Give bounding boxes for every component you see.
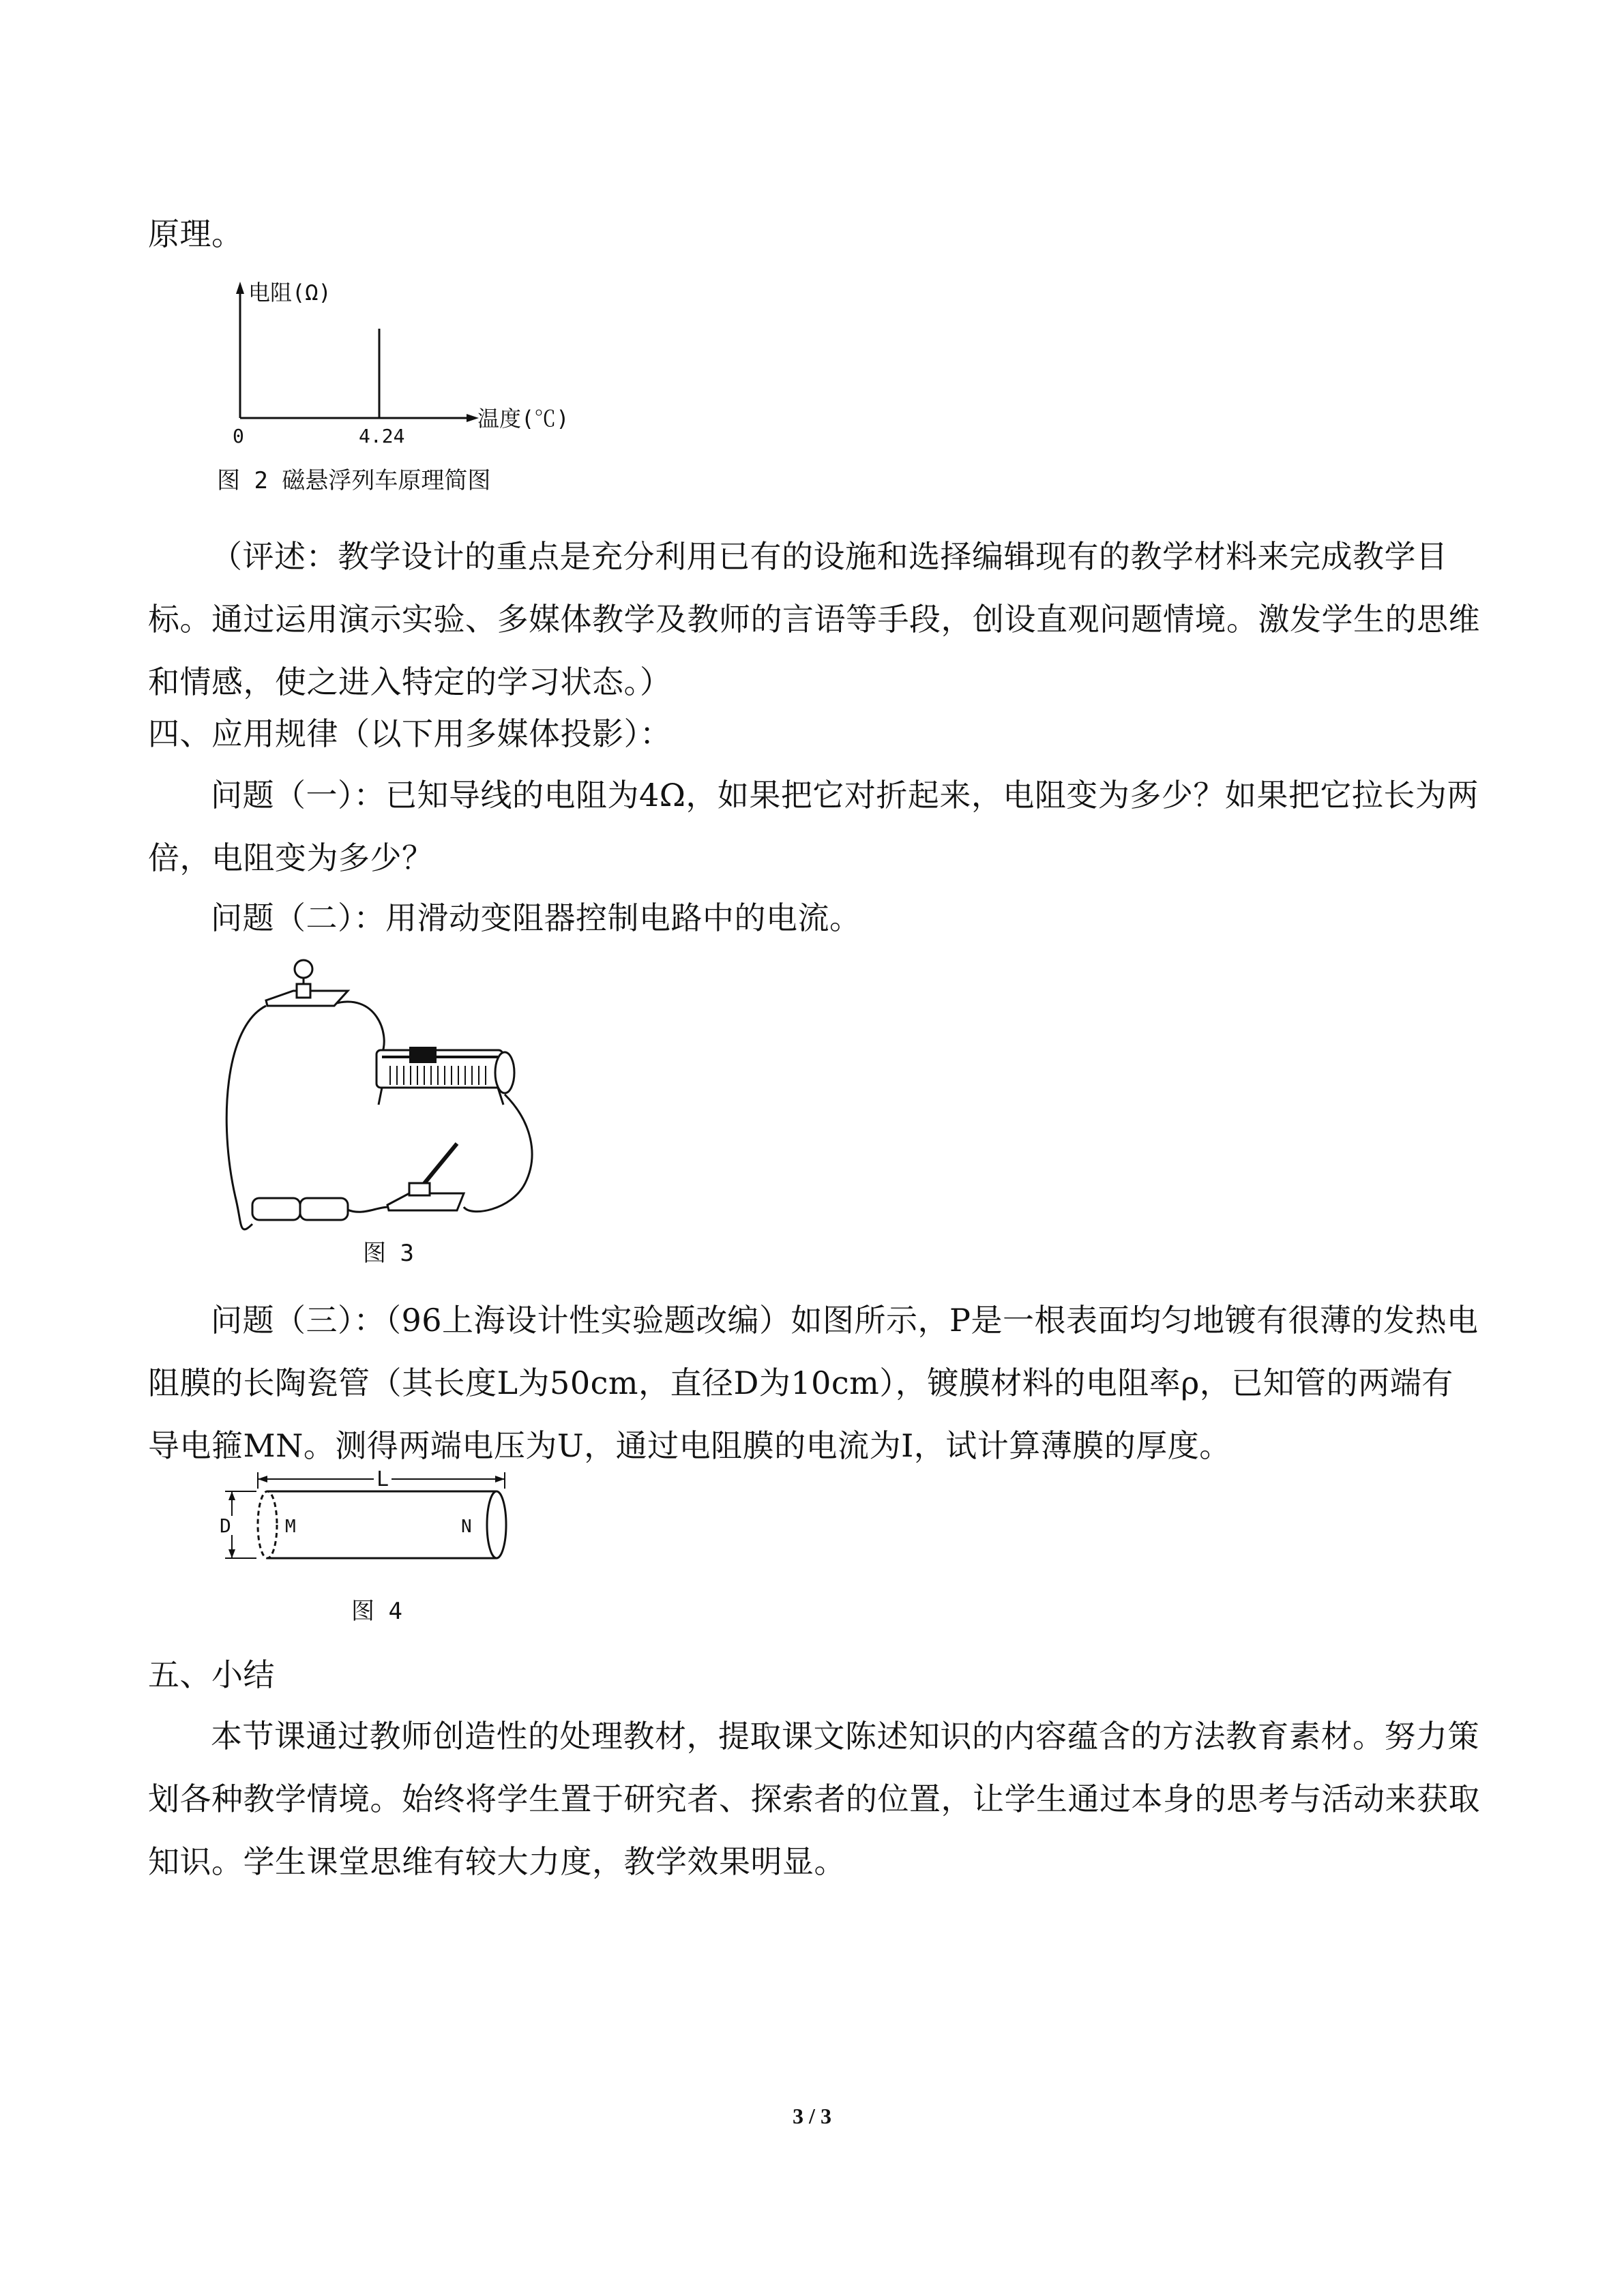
length-arrow-right [495,1476,505,1482]
comment-paragraph: （评述：教学设计的重点是充分利用已有的设施和选择编辑现有的教学材料来完成教学目标。通过运用演示实验、多媒体教学及教师的言语等手段，创设直观问题情境。激发学生的思维和情感，使之进入特定的学习状态。） [148,538,1480,700]
tick-label: 4.24 [359,425,405,447]
battery-cell-1 [252,1198,300,1220]
length-arrow-left [258,1476,267,1482]
terminal-n-label: N [461,1517,472,1537]
wire-bottom [344,1207,389,1212]
summary-paragraph: 本节课通过教师创造性的处理教材，提取课文陈述知识的内容蕴含的方法教育素材。努力策划各种教学情境。始终将学生置于研究者、探索者的位置，让学生通过本身的思考与活动来获取知识。学生课堂思维有较大力度，教学效果明显。 [148,1718,1480,1880]
figure-2-caption: 图 2 磁悬浮列车原理简图 [217,467,491,494]
circuit-diagram [211,951,566,1272]
figure-3 [211,951,566,1272]
page-number: 3 / 3 [793,2104,831,2128]
question-3: 问题（三）：（96上海设计性实验题改编）如图所示，P是一根表面均匀地镀有很薄的发热电阻膜的长陶瓷管（其长度L为50cm，直径D为10cm），镀膜材料的电阻率ρ，已知管的两端有导电箍MN。测得两端电压为U，通过电阻膜的电流为I，试计算薄膜的厚度。 [148,1302,1479,1464]
wire-top [334,1002,384,1054]
question-2: 问题（二）：用滑动变阻器控制电路中的电流。 [211,899,861,936]
wire-left [226,1006,266,1229]
figure-2 [205,269,587,501]
figure-3-caption: 图 3 [363,1240,414,1267]
origin-label: 0 [233,425,244,447]
section-5-title: 五、小结 [148,1656,275,1693]
rheostat-coil [390,1066,486,1085]
battery-cell-2 [300,1198,348,1220]
question-1: 问题（一）：已知导线的电阻为4Ω，如果把它对折起来，电阻变为多少？如果把它拉长为两倍，电阻变为多少？ [148,777,1479,876]
ceramic-tube-diagram [211,1470,532,1579]
wire-right [464,1094,532,1212]
figure-4-caption: 图 4 [351,1598,402,1625]
tube-left-end [258,1491,277,1558]
x-axis-label: 温度(℃) [477,406,570,432]
diameter-arrow-bottom [228,1549,235,1558]
length-label: L [377,1470,389,1491]
rheostat-slider [409,1047,437,1063]
diameter-arrow-top [228,1491,235,1500]
tube-right-end [487,1491,506,1558]
lamp-socket [297,984,310,998]
switch-hinge [409,1183,430,1195]
terminal-m-label: M [285,1517,296,1537]
bulb-icon [295,960,312,978]
intro-text: 原理。 [148,215,243,252]
section-4-title: 四、应用规律（以下用多媒体投影）： [148,715,672,752]
rheostat-leg-left [379,1088,382,1105]
y-axis-label: 电阻(Ω) [248,280,331,305]
figure-4 [211,1470,532,1626]
rheostat-end-cap [495,1052,514,1093]
y-axis-arrow [236,282,244,294]
diameter-label: D [220,1515,231,1537]
